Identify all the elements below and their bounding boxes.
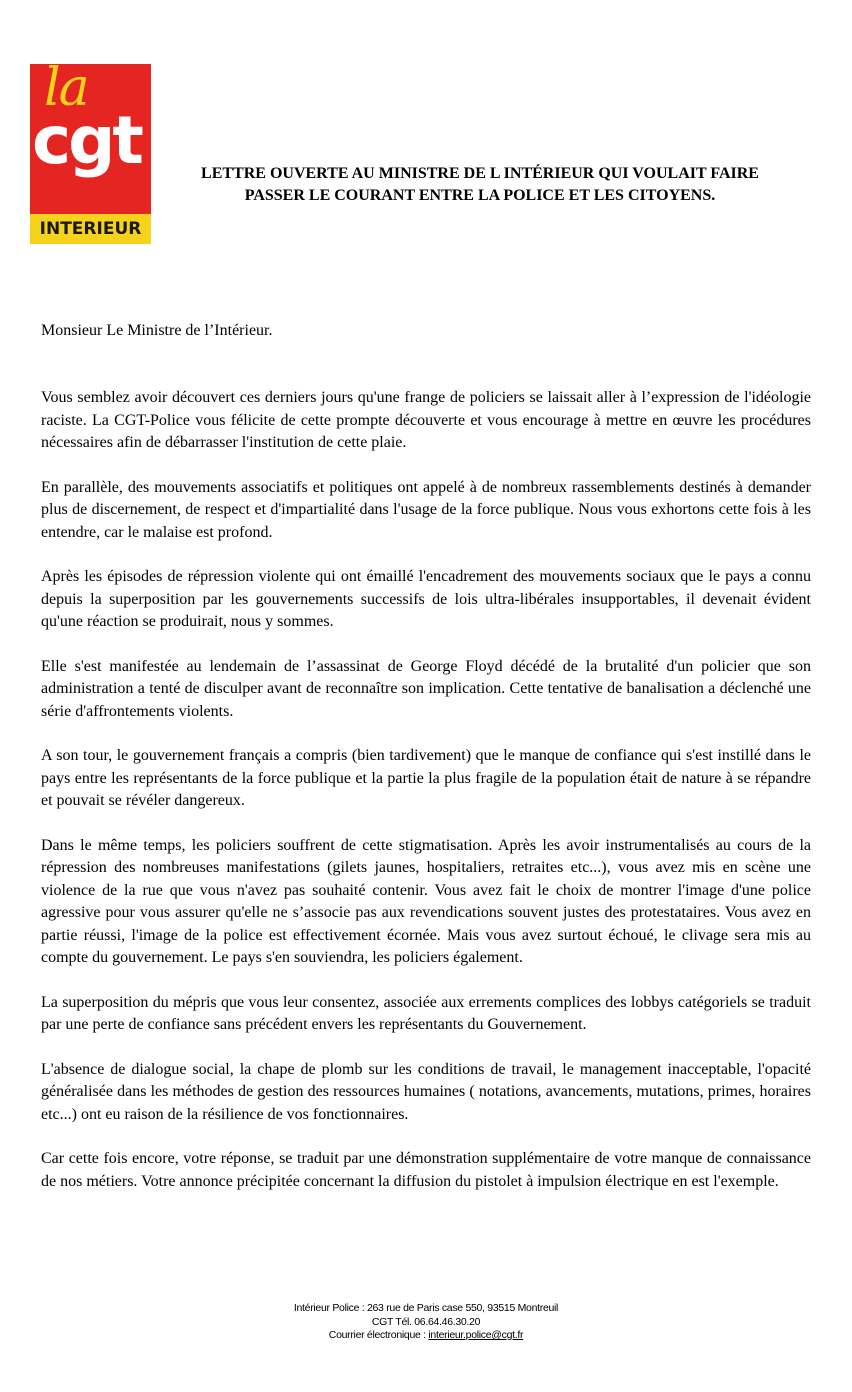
paragraph-1: Vous semblez avoir découvert ces derniers jours qu'une frange de policiers se laissait aller à l’expression de l'idéologie raciste. La CGT-Police vous félicite de cette prompte découverte et vous encourage à mettre en œuvre les procédures nécessaires afin de débarrasser l'institution de cette plaie. — [41, 389, 811, 451]
logo-la-text: la — [44, 64, 88, 118]
logo-department-text: INTERIEUR — [39, 219, 142, 239]
paragraph-7: La superposition du mépris que vous leur consentez, associée aux errements complices des lobbys catégoriels se traduit par une perte de confiance sans précédent envers les représentants du Gouvernement. — [41, 993, 811, 1033]
letter-title-line-2: PASSER LE COURANT ENTRE LA POLICE ET LES CITOYENS. — [244, 187, 716, 204]
letter-body — [41, 320, 811, 1215]
salutation: Monsieur Le Ministre de l’Intérieur. — [41, 322, 273, 339]
paragraph-6: Dans le même temps, les policiers souffrent de cette stigmatisation. Après les avoir instrumentalisés au cours de la répression des nombreuses manifestations (gilets jaunes, hospitaliers, retraites etc...), vous avez mis en scène une violence de la rue que vous n'avez pas souhaité contenir. Vous avez fait le choix de montrer l'image d'une police agressive pour vous assurer qu'elle ne s’associe pas aux revendications souvent justes des protestataires. Vous avez en partie réussi, l'image de la police est effectivement écornée. Mais vous avez surtout échoué, le clivage sera mis au compte du gouvernement. Le pays s'en souviendra, les policiers également. — [41, 836, 811, 966]
letter-title-line-1: LETTRE OUVERTE AU MINISTRE DE L INTÉRIEUR QUI VOULAIT FAIRE — [201, 165, 759, 182]
footer-email-link[interactable]: interieur.police@cgt.fr — [428, 1329, 524, 1341]
footer-email-line — [226, 1329, 626, 1343]
paragraph-9: Car cette fois encore, votre réponse, se traduit par une démonstration supplémentaire de votre manque de connaissance de nos métiers. Votre annonce précipitée concernant la diffusion du pistolet à impulsion électrique en est l'exemple. — [41, 1150, 811, 1190]
logo-cgt-text: cgt — [32, 102, 141, 179]
paragraph-3: Après les épisodes de répression violente qui ont émaillé l'encadrement des mouvements sociaux que le pays a connu depuis la superposition par les gouvernements successifs de lois ultra-libérales insupportables, il devenait évident qu'une réaction se produirait, nous y sommes. — [41, 568, 811, 630]
footer-email-label: Courrier électronique : — [328, 1329, 429, 1341]
footer-address: Intérieur Police : 263 rue de Paris case 550, 93515 Montreuil — [293, 1302, 559, 1314]
footer-phone: CGT Tél. 06.64.46.30.20 — [371, 1315, 481, 1328]
paragraph-5: A son tour, le gouvernement français a compris (bien tardivement) que le manque de confiance qui s'est instillé dans le pays entre les représentants de la force publique et la partie la plus fragile de la population était de nature à se répandre et pouvait se révéler dangereux. — [41, 747, 811, 809]
paragraph-4: Elle s'est manifestée au lendemain de l’assassinat de George Floyd décédé de la brutalité d'un policier que son administration a tenté de disculper avant de reconnaître son implication. Cette tentative de banalisation a déclenché une série d'affrontements violents. — [41, 657, 811, 720]
paragraph-8: L'absence de dialogue social, la chape de plomb sur les conditions de travail, le management inacceptable, l'opacité généralisée dans les méthodes de gestion des ressources humaines ( notations, avancements, mutations, primes, horaires etc...) ont eu raison de la résilience de vos fonctionnaires. — [41, 1060, 811, 1123]
footer-contact — [226, 1302, 626, 1343]
cgt-interieur-logo — [30, 64, 151, 244]
letter-title — [160, 163, 800, 207]
paragraph-2: En parallèle, des mouvements associatifs et politiques ont appelé à de nombreux rassemblements destinés à demander plus de discernement, de respect et d'impartialité dans l'usage de la force publique. Nous vous exhortons cette fois à les entendre, car le malaise est profond. — [41, 478, 811, 541]
